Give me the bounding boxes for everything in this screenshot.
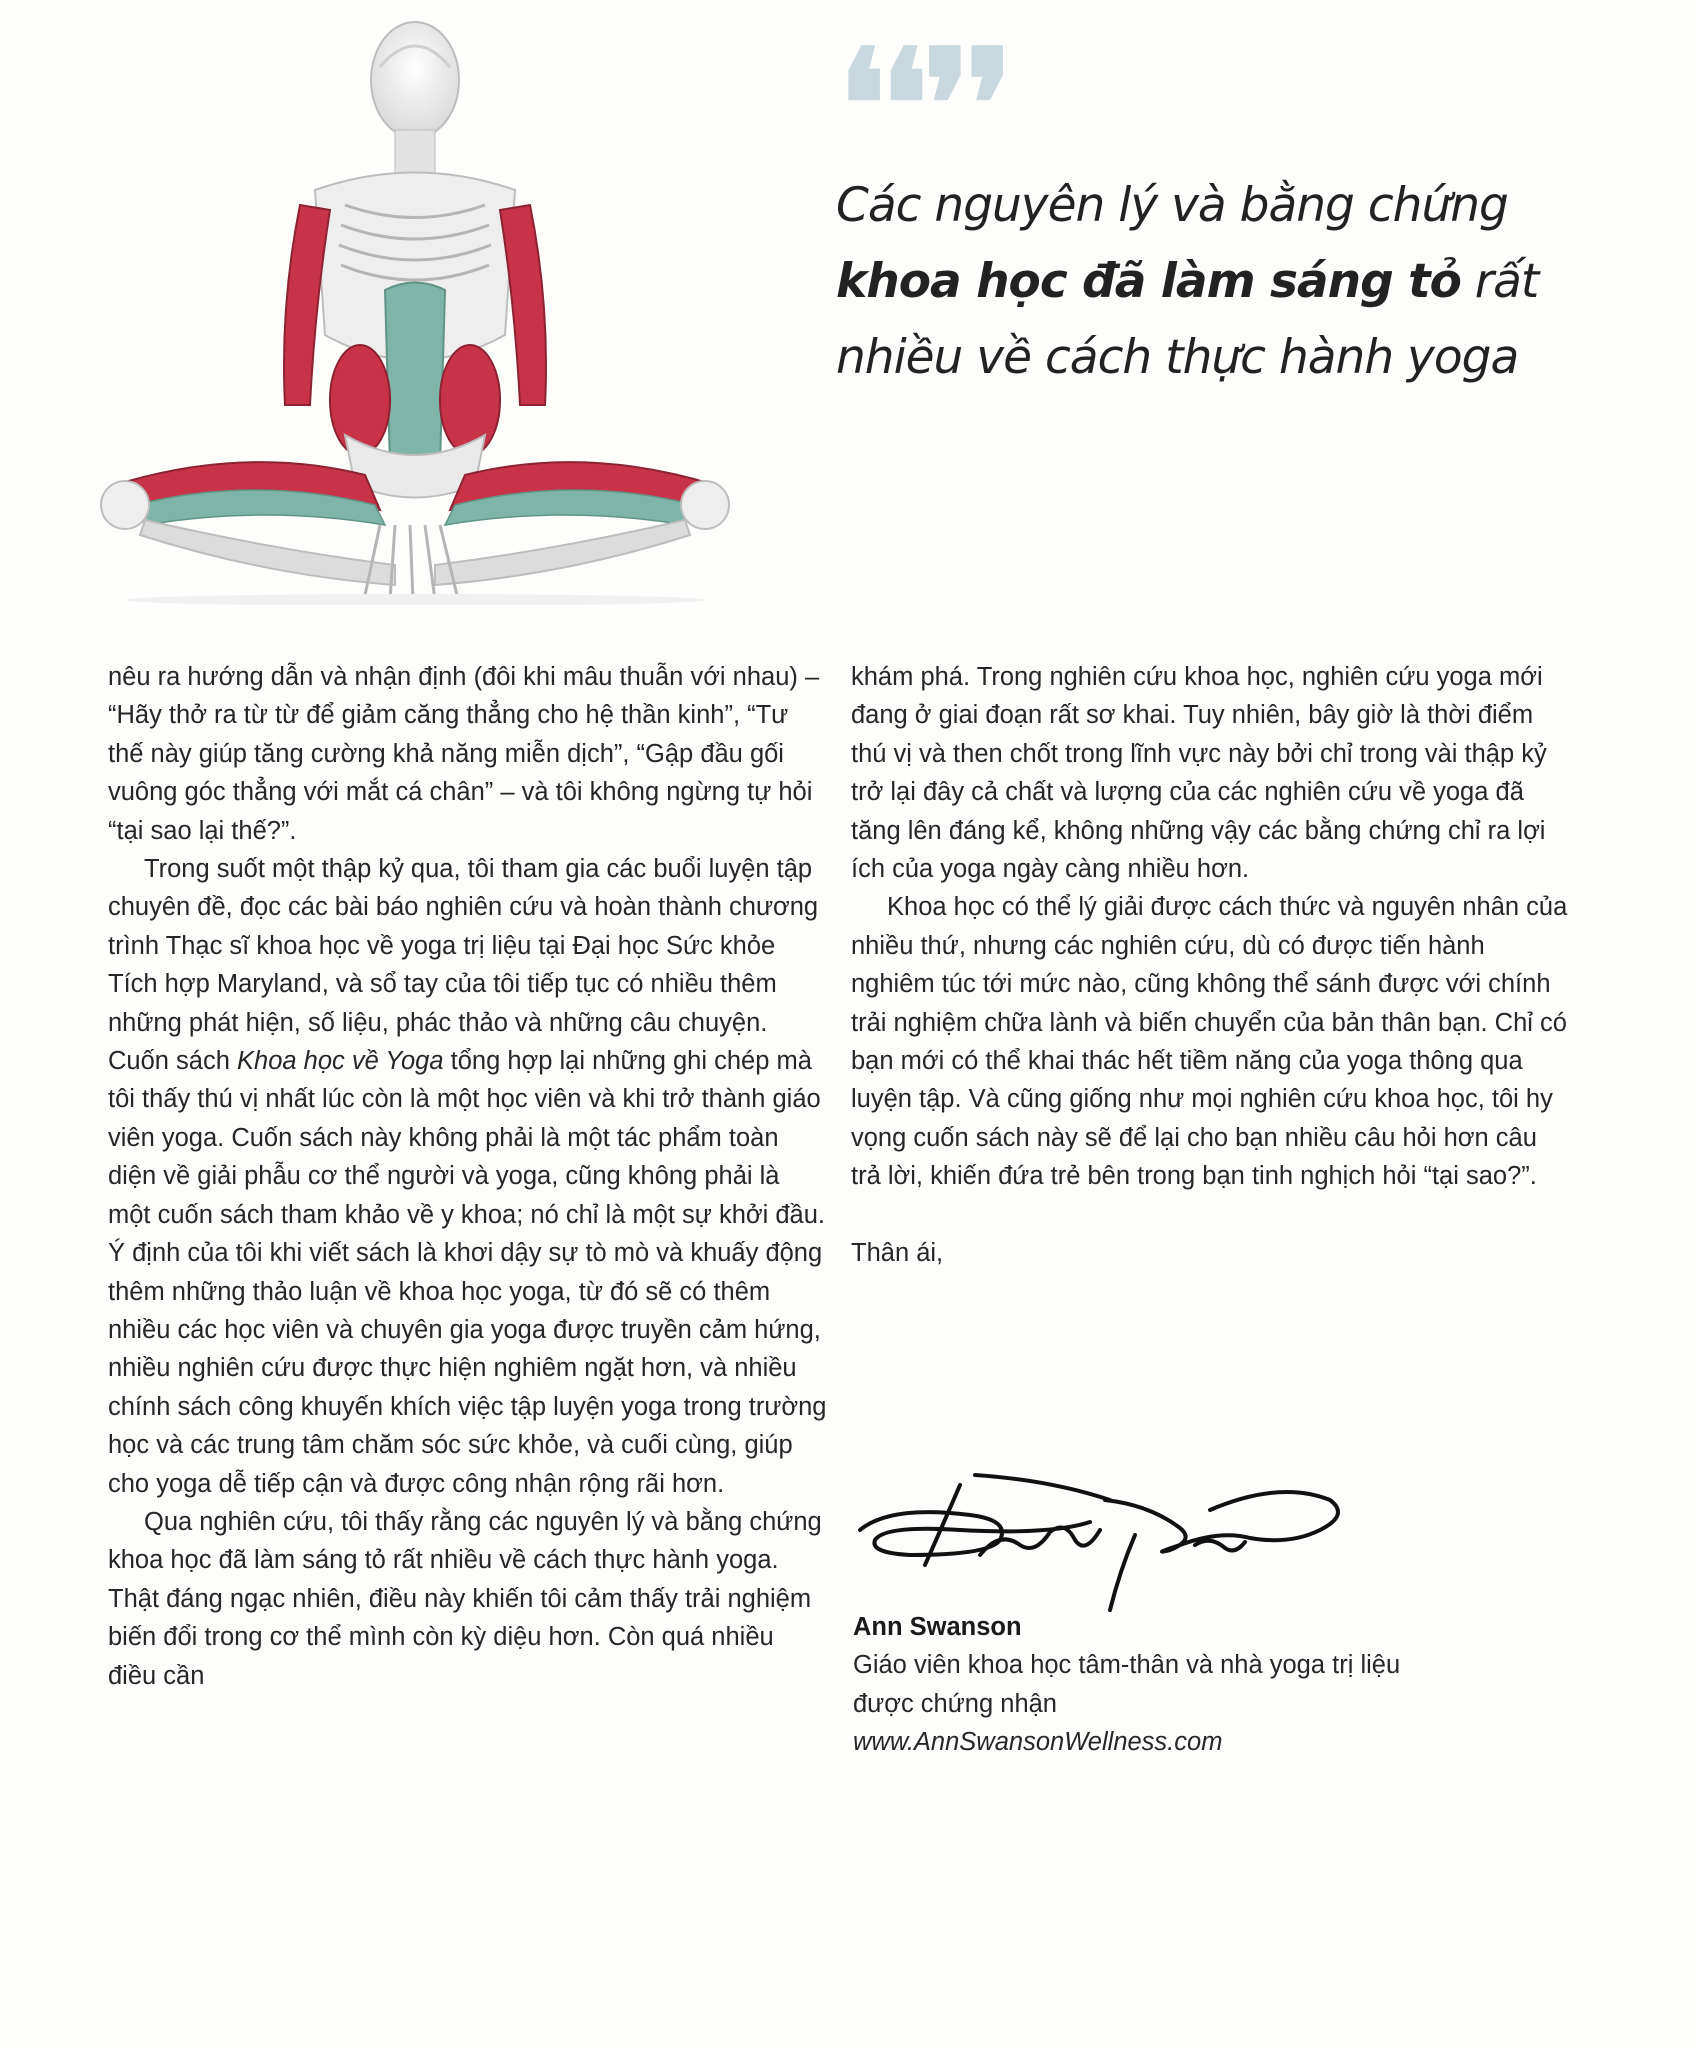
yoga-anatomy-illustration (95, 5, 735, 605)
paragraph-3: Qua nghiên cứu, tôi thấy rằng các nguyên lý và bằng chứng khoa học đã làm sáng tỏ rất nhiều về cách thực hành yoga. Thật đáng ngạc nhiên, điều này khiến tôi cảm thấy trải nghiệm biến đổi trong cơ thể mình còn kỳ diệu hơn. Còn quá nhiều điều cần (108, 1507, 822, 1690)
signature-image (850, 1460, 1370, 1615)
sign-off: Thân ái, (851, 1238, 944, 1267)
paragraph-2 (108, 850, 828, 1503)
right-text-column (851, 658, 1571, 1272)
pull-quote-line-1: Các nguyên lý và bằng chứng (836, 178, 1508, 233)
book-title: Khoa học về Yoga (237, 1047, 444, 1076)
author-website-link[interactable]: www.AnnSwansonWellness.com (853, 1728, 1223, 1757)
left-text-column (108, 658, 828, 1695)
pull-quote-line-3: nhiều về cách thực hành yoga (836, 330, 1519, 385)
paragraph-5: Khoa học có thể lý giải được cách thức và nguyên nhân của nhiều thứ, nhưng các nghiên cứu, dù có được tiến hành nghiêm túc tới mức nào, cũng không thể sánh được với chính trải nghiệm chữa lành và biến chuyển của bản thân bạn. Chỉ có bạn mới có thể khai thác hết tiềm năng của yoga thông qua luyện tập. Và cũng giống như mọi nghiên cứu khoa học, tôi hy vọng cuốn sách này sẽ để lại cho bạn nhiều câu hỏi hơn câu trả lời, khiến đứa trẻ bên trong bạn tinh nghịch hỏi “tại sao?”. (851, 893, 1568, 1191)
paragraph-1: nêu ra hướng dẫn và nhận định (đôi khi mâu thuẫn với nhau) – “Hãy thở ra từ từ để giảm căng thẳng cho hệ thần kinh”, “Tư thế này giúp tăng cường khả năng miễn dịch”, “Gập đầu gối vuông góc thẳng với mắt cá chân” – và tôi không ngừng tự hỏi “tại sao lại thế?”. (108, 663, 820, 845)
pull-quote-line-2 (836, 244, 1596, 320)
paragraph-4: khám phá. Trong nghiên cứu khoa học, nghiên cứu yoga mới đang ở giai đoạn rất sơ khai. Tuy nhiên, bây giờ là thời điểm thú vị và then chốt trong lĩnh vực này bởi chỉ trong vài thập kỷ trở lại đây cả chất và lượng của các nghiên cứu về yoga đã tăng lên đáng kể, không những vậy các bằng chứng chỉ ra lợi ích của yoga ngày càng nhiều hơn. (851, 663, 1547, 884)
author-block (853, 1608, 1573, 1762)
author-title-line-1: Giáo viên khoa học tâm-thân và nhà yoga trị liệu (853, 1651, 1401, 1680)
pull-quote-line-2-rest: rất (1460, 254, 1539, 309)
paragraph-2-start: Trong suốt một thập kỷ qua, tôi tham gia các buổi luyện tập chuyên đề, đọc các bài báo nghiên cứu và hoàn thành chương trình Thạc sĩ khoa học về yoga trị liệu tại Đại học Sức khỏe Tích hợp Maryland, và sổ tay của tôi tiếp tục có nhiều thêm những phát hiện, số liệu, phác thảo và những câu chuyện. Cuốn sách (108, 855, 819, 1076)
pull-quote-bold: khoa học đã làm sáng tỏ (836, 254, 1461, 309)
author-name: Ann Swanson (853, 1613, 1022, 1641)
quote-mark-icon: ❛❛❜❜ (838, 17, 1008, 193)
author-title-line-2: được chứng nhận (853, 1689, 1057, 1718)
paragraph-2-end: tổng hợp lại những ghi chép mà tôi thấy thú vị nhất lúc còn là một học viên và khi trở thành giáo viên yoga. Cuốn sách này không phải là một tác phẩm toàn diện về giải phẫu cơ thể người và yoga, cũng không phải là một cuốn sách tham khảo về y khoa; nó chỉ là một sự khởi đầu. Ý định của tôi khi viết sách là khơi dậy sự tò mò và khuấy động thêm những thảo luận về khoa học yoga, từ đó sẽ có thêm nhiều các học viên và chuyên gia yoga được truyền cảm hứng, nhiều nghiên cứu được thực hiện nghiêm ngặt hơn, và nhiều chính sách công khuyến khích việc tập luyện yoga trong trường học và các trung tâm chăm sóc sức khỏe, và cuối cùng, giúp cho yoga dễ tiếp cận và được công nhận rộng rãi hơn. (108, 1047, 827, 1498)
pull-quote (836, 168, 1596, 396)
